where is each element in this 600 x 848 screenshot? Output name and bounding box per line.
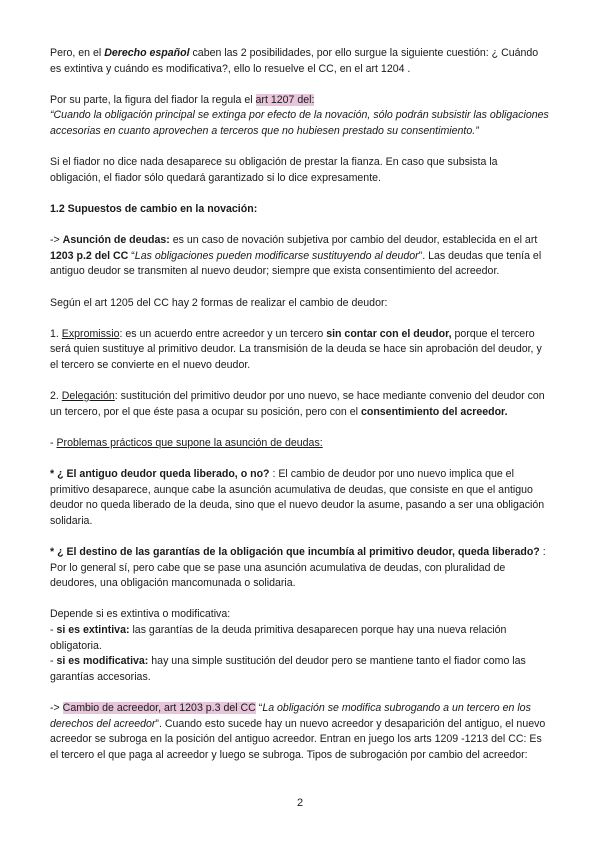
term-delegacion: Delegación xyxy=(61,390,115,403)
paragraph-derecho-espanol xyxy=(50,46,550,77)
text-run: ”. Las deudas que tenía el antiguo deudor se transmiten al nuevo deudor; siempre que exista consentimiento del acreedor. xyxy=(50,249,542,278)
page-body xyxy=(50,46,550,763)
text-run: - xyxy=(50,436,57,449)
text-run: - xyxy=(50,655,57,668)
paragraph-cambio-acreedor xyxy=(50,701,550,763)
quote-art-1207: “Cuando la obligación principal se extinga por efecto de la novación, sólo podrán subsistir las obligaciones accesorias en cuanto aprovechen a terceros que no hubiesen prestado su consentimiento.” xyxy=(50,109,549,137)
text-run: las garantías de la deuda primitiva desaparecen porque hay una nueva relación obligatoria. xyxy=(50,623,507,652)
paragraph-garantias xyxy=(50,545,550,592)
text-run: : es un acuerdo entre acreedor y un tercero xyxy=(119,327,327,340)
highlight-art-1207: art 1207 del: xyxy=(255,93,315,106)
question-garantias: * ¿ El destino de las garantías de la obligación que incumbía al primitivo deudor, queda liberado? xyxy=(50,546,543,558)
term-problemas-practicos: Problemas prácticos que supone la asunción de deudas: xyxy=(56,436,323,449)
text-run: -> xyxy=(50,234,63,247)
quote-art-1203-p3: La obligación se modifica subrogando a un tercero en los derechos del acreedor xyxy=(50,701,531,730)
text-run: “ xyxy=(128,249,135,262)
question-antiguo-deudor: * ¿ El antiguo deudor queda liberado, o no? xyxy=(50,468,270,481)
text-run: 1. xyxy=(50,327,62,340)
text-run: “ xyxy=(255,701,263,714)
text-run: hay una simple sustitución del deudor pero se mantiene tanto el fiador como las garantías accesorias. xyxy=(50,655,526,683)
heading-text: 1.2 Supuestos de cambio en la novación: xyxy=(50,202,258,215)
text-run: Pero, en el xyxy=(50,47,105,59)
term-asuncion-deudas: Asunción de deudas: xyxy=(62,234,170,247)
section-heading xyxy=(50,202,550,218)
paragraph-asuncion-deudas xyxy=(50,233,550,280)
term-expromissio: Expromissio xyxy=(61,327,120,340)
paragraph-antiguo-deudor xyxy=(50,467,550,529)
term-consentimiento: consentimiento del acreedor. xyxy=(360,405,508,418)
term-derecho-espanol: Derecho español xyxy=(104,47,190,59)
text-run: Depende si es extintiva o modificativa: xyxy=(50,608,231,621)
paragraph-fiador xyxy=(50,93,550,140)
text-run: ”. Cuando esto sucede hay un nuevo acreedor y desaparición del antiguo, el nuevo acreedor se subroga en la posición del antiguo acreedor. Entran en juego los arts 1209 -1213 del CC: Es el tercero el que paga al acreedor y luego se subroga. Tipos de subrogación por cambio del acreedor: xyxy=(50,717,546,761)
text-run: : Por lo general sí, pero cabe que se pase una asunción acumulativa de deudas, con pluralidad de deudores, una obligación mancomunada o solidaria. xyxy=(50,546,546,590)
paragraph-delegacion xyxy=(50,389,550,420)
term-art-1203: 1203 p.2 del CC xyxy=(50,249,129,262)
term-modificativa: si es modificativa: xyxy=(56,655,149,668)
text-run: porque el tercero será quien sustituye al primitivo deudor. La transmisión de la deuda se hace sin aprobación del deudor, y el tercero se convierte en el nuevo deudor. xyxy=(50,327,542,371)
paragraph-fianza: Si el fiador no dice nada desaparece su obligación de prestar la fianza. En caso que subsista la obligación, el fiador sólo quedará garantizado si lo dice expresamente. xyxy=(50,156,498,184)
text-run: Por su parte, la figura del fiador la regula el xyxy=(50,93,256,106)
page-number: 2 xyxy=(296,797,304,809)
paragraph-extintiva-modificativa xyxy=(50,607,550,685)
quote-art-1203-p2: Las obligaciones pueden modificarse sustituyendo al deudor xyxy=(134,249,419,262)
text-run: : El cambio de deudor por uno nuevo implica que el primitivo desaparece, aunque cabe la asunción acumulativa de deudas, que consiste en que el antiguo deudor no queda liberado de la deuda, sino que el nuevo deudor la asume, pasando a ser una obligación solidaria. xyxy=(50,468,545,527)
text-run: - xyxy=(50,623,57,636)
paragraph-formas-cambio: Según el art 1205 del CC hay 2 formas de realizar el cambio de deudor: xyxy=(50,296,388,309)
paragraph-problemas xyxy=(50,436,550,452)
text-run: es un caso de novación subjetiva por cambio del deudor, establecida en el art xyxy=(169,234,538,247)
text-run: -> xyxy=(50,701,63,714)
paragraph-expromissio xyxy=(50,327,550,374)
term-sin-contar-deudor: sin contar con el deudor, xyxy=(326,327,452,340)
text-run: caben las 2 posibilidades, por ello surgue la siguiente cuestión: ¿ Cuándo es extintiva y cuándo es modificativa?, ello lo resuelve el CC, en el art 1204 . xyxy=(50,47,539,75)
highlight-cambio-acreedor: Cambio de acreedor, art 1203 p.3 del CC xyxy=(62,701,256,714)
text-run: 2. xyxy=(50,390,62,403)
term-extintiva: si es extintiva: xyxy=(56,623,130,636)
text-run: : sustitución del primitivo deudor por uno nuevo, se hace mediante convenio del deudor con un tercero, por el que éste pasa a ocupar su posición, pero con el xyxy=(50,390,545,418)
